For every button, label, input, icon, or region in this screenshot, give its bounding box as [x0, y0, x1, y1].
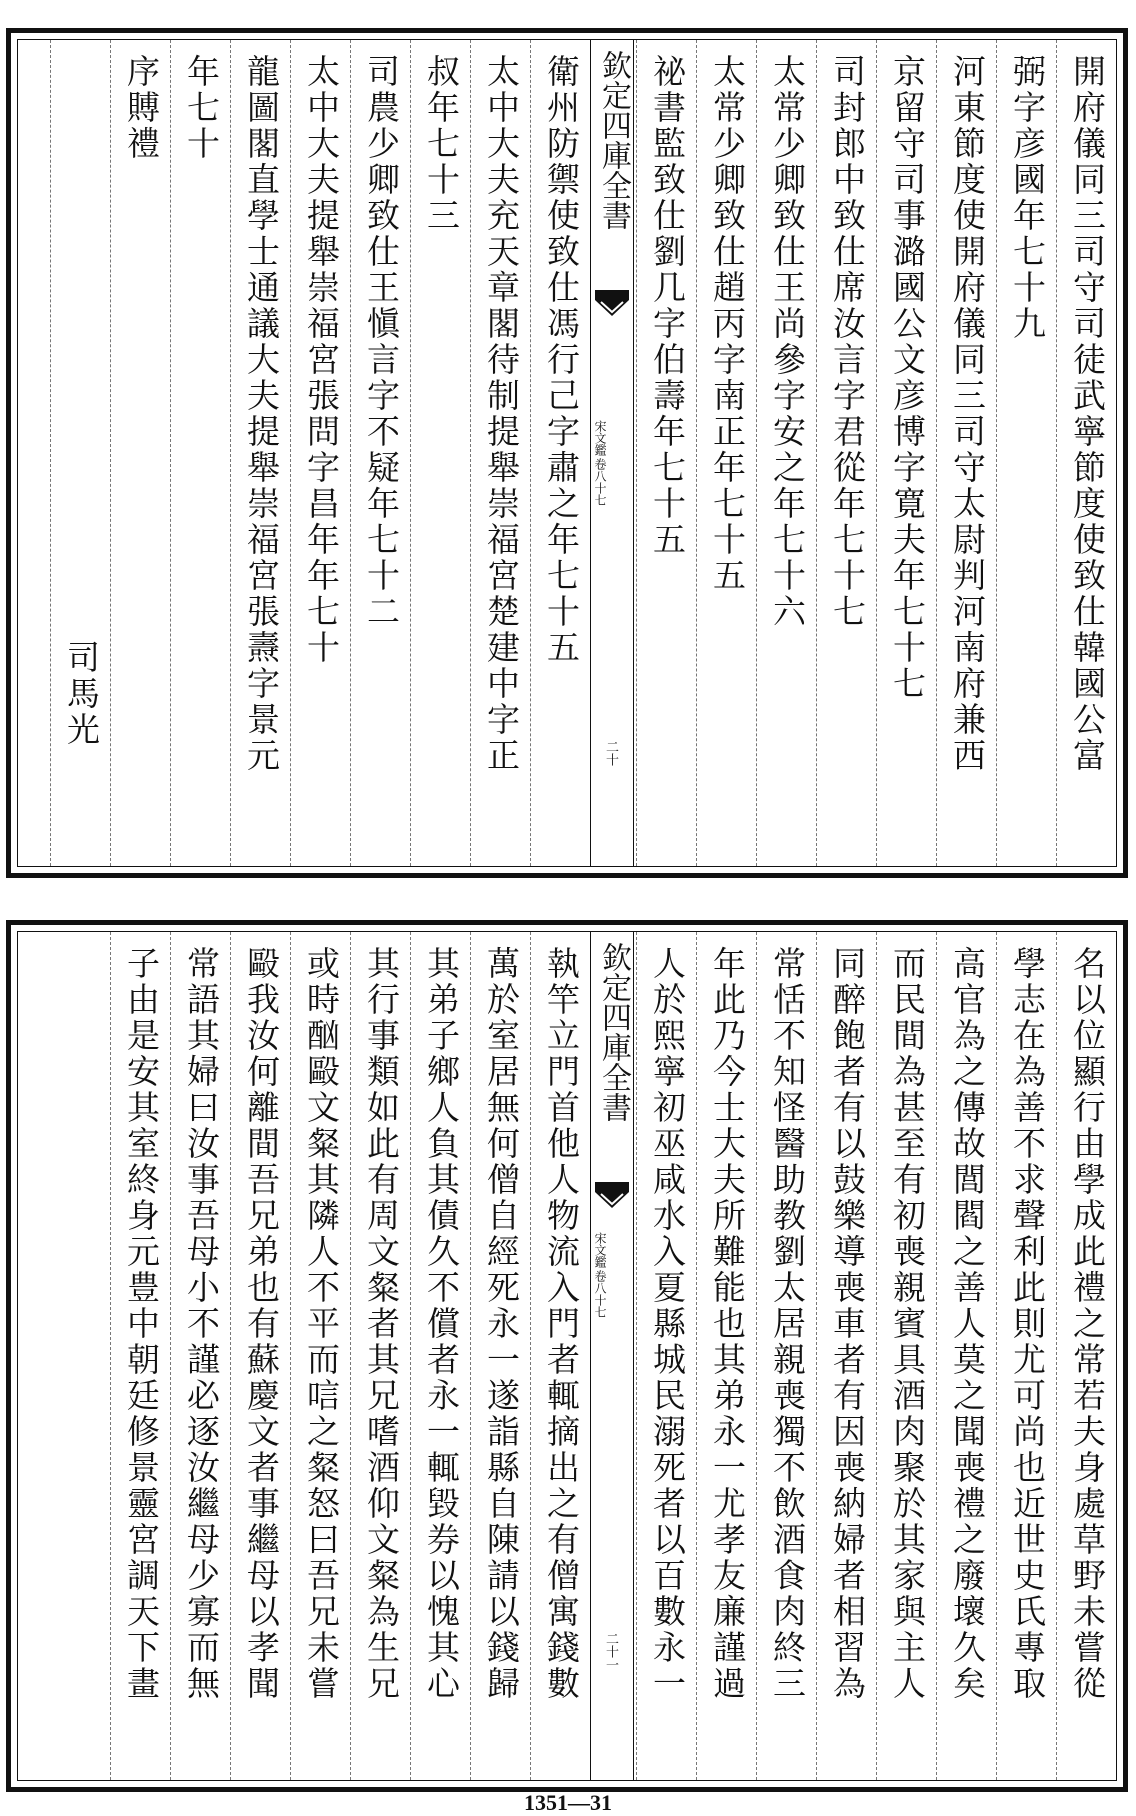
column-text: 人於熙寧初巫咸水入夏縣城民溺死者以百數永一 — [648, 946, 687, 1702]
column-text: 同醉飽者有以鼓樂導喪車者有因喪納婦者相習為 — [828, 946, 867, 1702]
text-column — [230, 932, 290, 1780]
volume-label: 卷八十七 — [593, 1270, 607, 1318]
folio-number: 二十 — [603, 740, 618, 766]
author-name: 司馬光 — [62, 640, 101, 748]
text-column — [816, 932, 876, 1780]
column-text: 太常少卿致仕王尚參字安之年七十六 — [768, 54, 807, 630]
column-text: 子由是安其室終身元豊中朝廷修景靈宮調天下畫 — [122, 946, 161, 1702]
text-column — [290, 932, 350, 1780]
section-heading: 序賻禮 — [122, 54, 161, 162]
book-title: 宋文鑑 — [593, 1232, 607, 1268]
column-text: 而民間為甚至有初喪親賓具酒肉聚於其家與主人 — [888, 946, 927, 1702]
text-column — [350, 40, 410, 866]
column-text: 祕書監致仕劉几字伯壽年七十五 — [648, 54, 687, 558]
column-text: 萬於室居無何僧自經死永一遂詣縣自陳請以錢歸 — [482, 946, 521, 1702]
top-page-block — [6, 28, 1128, 878]
column-text: 年此乃今士大夫所難能也其弟永一尤孝友廉謹過 — [708, 946, 747, 1702]
column-text: 司農少卿致仕王愼言字不疑年七十二 — [362, 54, 401, 630]
column-text: 常恬不知怪醫助教劉太居親喪獨不飲酒食肉終三 — [768, 946, 807, 1702]
text-column — [936, 40, 996, 866]
text-column — [170, 932, 230, 1780]
fishtail-ornament — [595, 290, 629, 320]
text-column — [110, 932, 170, 1780]
column-text: 太中大夫充天章閣待制提舉崇福宮楚建中字正 — [482, 54, 521, 774]
column-text: 學志在為善不求聲利此則尤可尚也近世史氏專取 — [1008, 946, 1047, 1702]
text-column — [996, 932, 1056, 1780]
text-column — [530, 40, 590, 866]
column-text: 高官為之傳故閭閻之善人莫之聞喪禮之廢壞久矣 — [948, 946, 987, 1702]
book-volume-label — [593, 1232, 607, 1318]
column-text: 弼字彦國年七十九 — [1008, 54, 1047, 342]
center-gutter — [590, 40, 634, 866]
text-column — [636, 932, 696, 1780]
column-text: 開府儀同三司守司徒武寧節度使致仕韓國公富 — [1068, 54, 1107, 774]
column-text: 常語其婦曰汝事吾母小不謹必逐汝繼母少寡而無 — [182, 946, 221, 1702]
text-column — [636, 40, 696, 866]
text-column — [696, 40, 756, 866]
column-text: 其弟子鄉人負其債久不償者永一輒毀券以愧其心 — [422, 946, 461, 1702]
text-column — [170, 40, 230, 866]
text-column — [290, 40, 350, 866]
collection-title: 欽定四庫全書 — [596, 50, 631, 230]
text-column — [110, 40, 170, 866]
text-column — [1056, 40, 1116, 866]
bottom-page-block — [6, 920, 1128, 1792]
column-text: 毆我汝何離間吾兄弟也有蘇慶文者事繼母以孝聞 — [242, 946, 281, 1702]
top-inner-frame — [17, 39, 1117, 867]
column-text: 龍圖閣直學士通議大夫提舉崇福宮張燾字景元 — [242, 54, 281, 774]
text-column — [816, 40, 876, 866]
fishtail-ornament — [595, 1182, 629, 1212]
column-text: 河東節度使開府儀同三司守太尉判河南府兼西 — [948, 54, 987, 774]
column-text: 名以位顯行由學成此禮之常若夫身處草野未嘗從 — [1068, 946, 1107, 1702]
text-column — [696, 932, 756, 1780]
column-text: 京留守司事潞國公文彦博字寛夫年七十七 — [888, 54, 927, 702]
column-text: 太常少卿致仕趙丙字南正年七十五 — [708, 54, 747, 594]
page-number: 1351—31 — [524, 1790, 612, 1815]
bottom-inner-frame — [17, 931, 1117, 1781]
column-text: 執竿立門首他人物流入門者輒摘出之有僧寓錢數 — [542, 946, 581, 1702]
volume-label: 卷八十七 — [593, 458, 607, 506]
text-column — [996, 40, 1056, 866]
collection-title: 欽定四庫全書 — [596, 942, 631, 1122]
book-volume-label — [593, 420, 607, 506]
text-column — [876, 932, 936, 1780]
column-text: 太中大夫提舉崇福宮張問字昌年年七十 — [302, 54, 341, 666]
text-column — [756, 40, 816, 866]
book-title: 宋文鑑 — [593, 420, 607, 456]
text-column — [470, 932, 530, 1780]
text-column — [410, 40, 470, 866]
text-column — [936, 932, 996, 1780]
text-column — [756, 932, 816, 1780]
column-text: 叔年七十三 — [422, 54, 461, 234]
center-gutter — [590, 932, 634, 1780]
column-text: 司封郎中致仕席汝言字君從年七十七 — [828, 54, 867, 630]
column-text: 其行事類如此有周文粲者其兄嗜酒仰文粲為生兄 — [362, 946, 401, 1702]
folio-number: 二十一 — [603, 1632, 618, 1671]
text-column — [350, 932, 410, 1780]
text-column — [876, 40, 936, 866]
text-column — [530, 932, 590, 1780]
text-column — [470, 40, 530, 866]
column-text: 衛州防禦使致仕馮行己字肅之年七十五 — [542, 54, 581, 666]
text-column — [50, 40, 110, 866]
column-text: 或時酗毆文粲其隣人不平而唁之粲怒曰吾兄未嘗 — [302, 946, 341, 1702]
text-column — [410, 932, 470, 1780]
text-column — [1056, 932, 1116, 1780]
column-text: 年七十 — [182, 54, 221, 162]
text-column — [230, 40, 290, 866]
